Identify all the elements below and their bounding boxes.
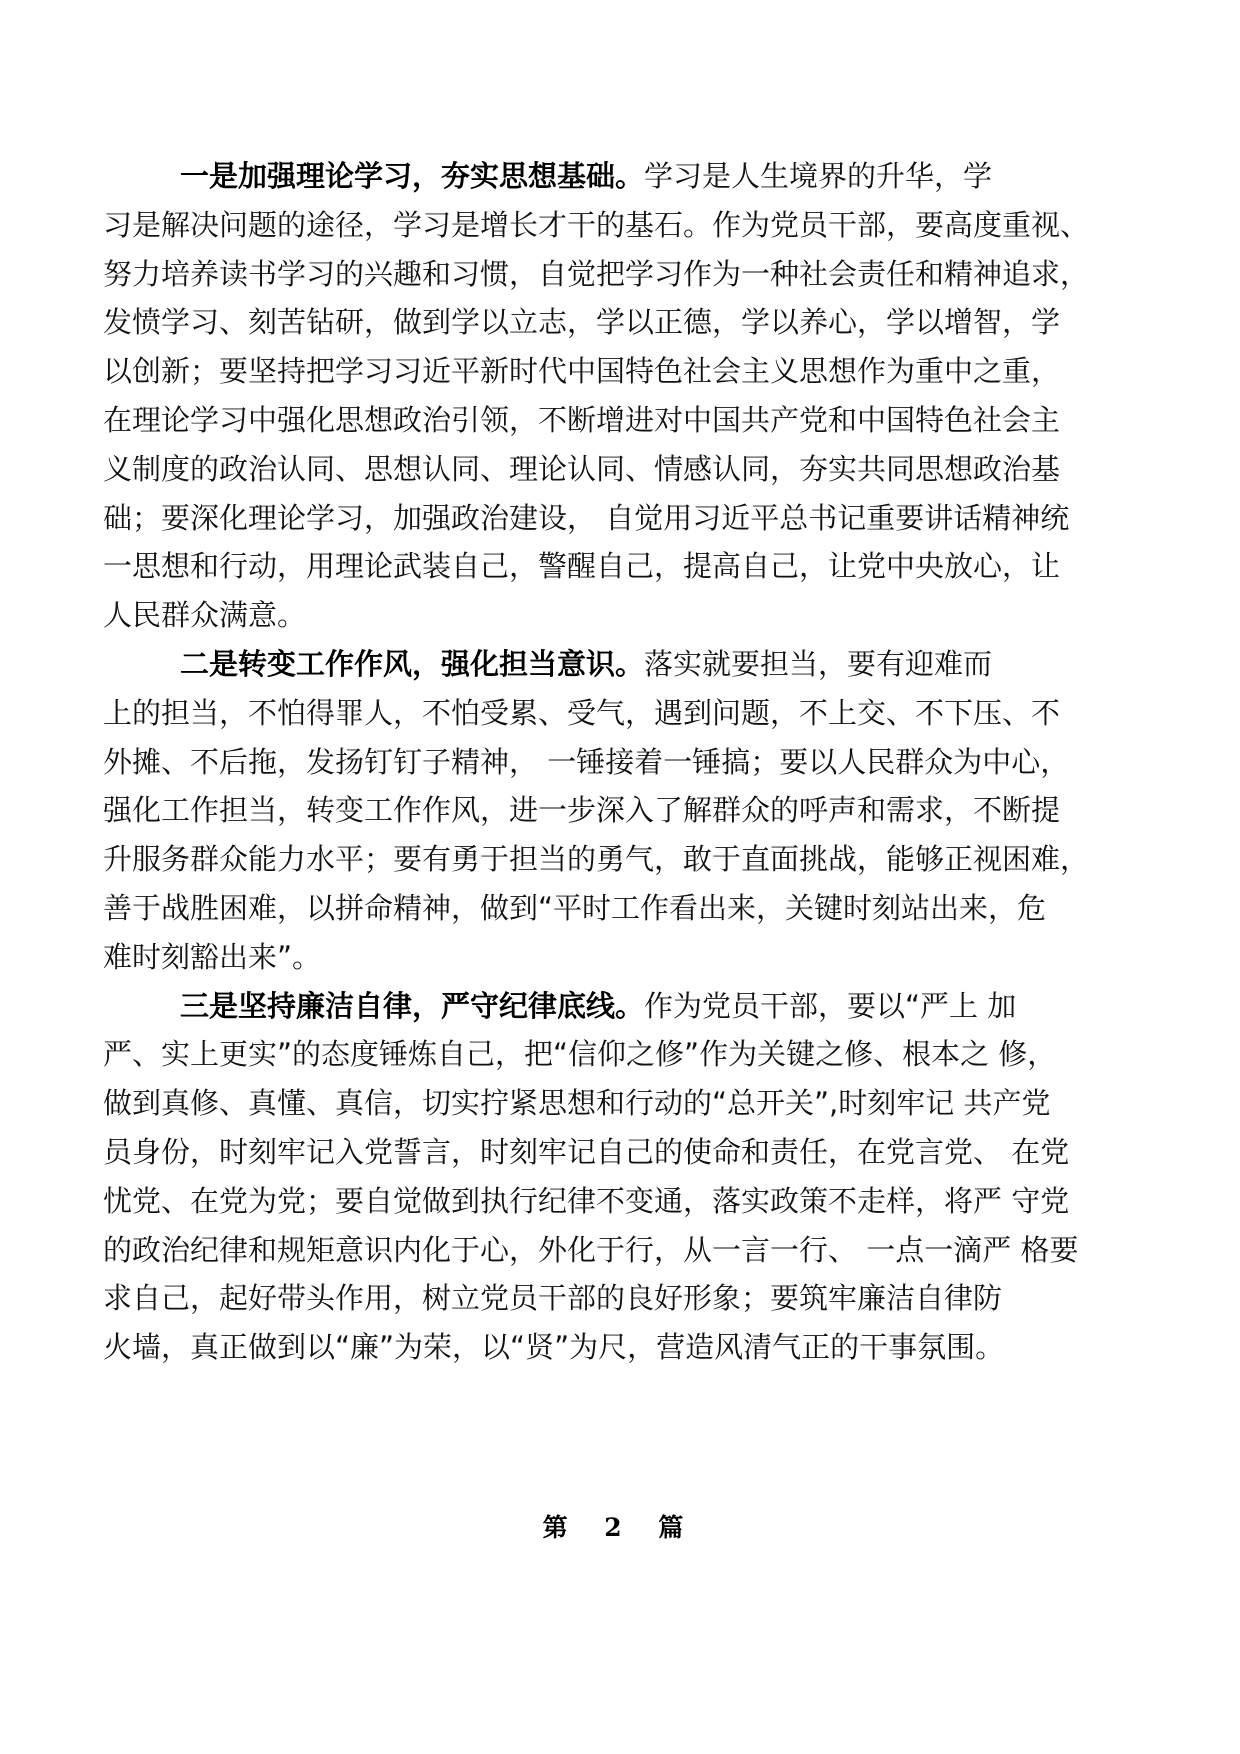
text-line: 上的担当，不怕得罪人，不怕受累、受气，遇到问题，不上交、不下压、不 [103, 695, 1061, 730]
body-text [103, 152, 1151, 1372]
paragraph-1-line-1 [103, 152, 1151, 201]
text-line: 义制度的政治认同、思想认同、理论认同、情感认同，夯实共同思想政治基 [103, 451, 1061, 486]
text-line: 习是解决问题的途径，学习是增长才干的基石。作为党员干部，要高度重视、 [103, 207, 1090, 242]
text-line: 的政治纪律和规矩意识内化于心，外化于行，从一言一行、 一点一滴严 格要 [103, 1232, 1079, 1267]
paragraph-2-lead: 二是转变工作作风，强化担当意识。 [180, 646, 645, 681]
text-line: 求自己，起好带头作用，树立党员干部的良好形象；要筑牢廉洁自律防 [103, 1281, 1003, 1316]
text-line: 员身份，时刻牢记入党誓言，时刻牢记自己的使命和责任，在党言党、 在党 [103, 1134, 1070, 1169]
paragraph-3-line-1 [103, 982, 1151, 1031]
paragraph-2-line-1 [103, 640, 1151, 689]
page-footer-label: 第 2 篇 [542, 1513, 698, 1542]
text-line: 难时刻豁出来”。 [103, 939, 322, 974]
text-line: 善于战胜困难，以拼命精神，做到“平时工作看出来，关键时刻站出来，危 [103, 890, 1047, 925]
text-line: 一思想和行动，用理论武装自己，警醒自己，提高自己，让党中央放心，让 [103, 549, 1061, 584]
text-line: 火墙，真正做到以“廉”为荣，以“贤”为尺，营造风清气正的干事氛围。 [103, 1330, 1005, 1365]
text-line: 升服务群众能力水平；要有勇于担当的勇气，敢于直面挑战，能够正视困难， [103, 842, 1090, 877]
text-line: 强化工作担当，转变工作作风，进一步深入了解群众的呼声和需求，不断提 [103, 793, 1061, 828]
text-line: 严、实上更实”的态度锤炼自己，把“信仰之修”作为关键之修、根本之 修， [103, 1037, 1057, 1072]
text-line: 做到真修、真懂、真信，切实拧紧思想和行动的“总开关”,时刻牢记 共产党 [103, 1086, 1051, 1121]
text-line: 在理论学习中强化思想政治引领，不断增进对中国共产党和中国特色社会主 [103, 402, 1061, 437]
text-line: 落实就要担当，要有迎难而 [644, 646, 993, 681]
paragraph-3-lead: 三是坚持廉洁自律，严守纪律底线。 [180, 988, 645, 1023]
text-line: 外摊、不后拖，发扬钉钉子精神， 一锤接着一锤搞；要以人民群众为中心， [103, 744, 1070, 779]
text-line: 作为党员干部，要以“严上 加 [644, 988, 1017, 1023]
paragraph-1-lead: 一是加强理论学习，夯实思想基础。 [180, 159, 645, 193]
text-line: 发愤学习、刻苦钻研，做到学以立志，学以正德，学以养心，学以增智，学 [103, 305, 1061, 340]
text-line: 学习是人生境界的升华，学 [644, 159, 993, 193]
text-line: 努力培养读书学习的兴趣和习惯，自觉把学习作为一种社会责任和精神追求， [103, 256, 1090, 291]
text-line: 人民群众满意。 [103, 598, 307, 633]
text-line: 忧党、在党为党；要自觉做到执行纪律不变通，落实政策不走样，将严 守党 [103, 1183, 1070, 1218]
text-line: 础；要深化理论学习，加强政治建设， 自觉用习近平总书记重要讲话精神统 [103, 500, 1070, 535]
text-line: 以创新；要坚持把学习习近平新时代中国特色社会主义思想作为重中之重， [103, 354, 1061, 389]
